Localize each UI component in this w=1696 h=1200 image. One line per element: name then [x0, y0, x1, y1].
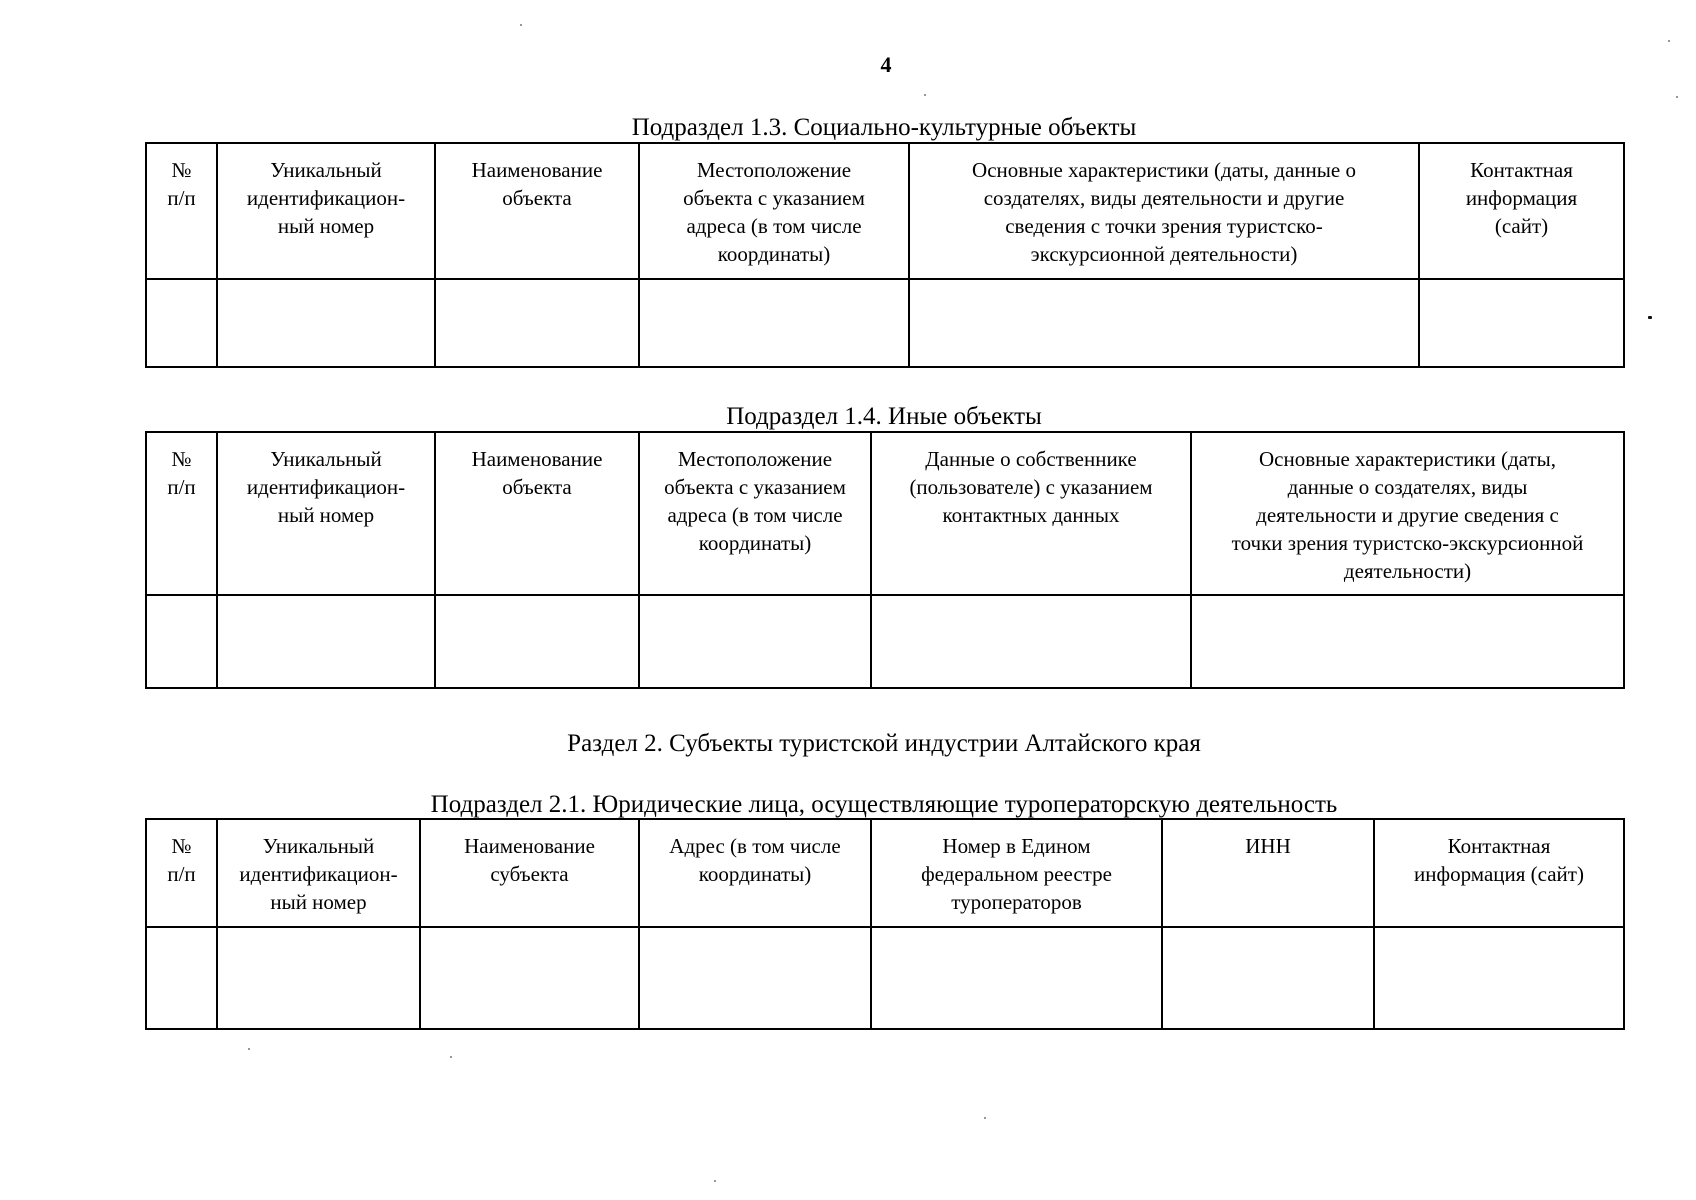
table-cell — [146, 595, 217, 688]
table-cell — [435, 279, 639, 367]
section-2-title: Раздел 2. Субъекты туристской индустрии Алтайского края — [567, 730, 1201, 757]
social-cultural-objects-table — [145, 142, 1625, 368]
column-header-registry-number: Номер в Едином федеральном реестре туроператоров — [871, 819, 1162, 927]
table-row — [146, 927, 1624, 1029]
column-header-number: № п/п — [146, 819, 217, 927]
scan-speck — [984, 1117, 986, 1119]
page-number: 4 — [880, 52, 892, 77]
scan-speck — [714, 1180, 716, 1182]
table-row — [146, 595, 1624, 688]
table-cell — [871, 595, 1191, 688]
table-cell — [217, 927, 420, 1029]
table-cell — [435, 595, 639, 688]
scan-speck — [450, 1056, 452, 1058]
column-header-object-name: Наименование объекта — [435, 143, 639, 279]
table-cell — [420, 927, 639, 1029]
table-header-row — [146, 432, 1624, 595]
table-header-row — [146, 819, 1624, 927]
scan-speck — [1676, 96, 1678, 98]
column-header-location: Местоположение объекта с указанием адреса (в том числе координаты) — [639, 432, 871, 595]
scan-speck — [1648, 316, 1652, 319]
table-cell — [871, 927, 1162, 1029]
scan-speck — [520, 24, 522, 26]
column-header-inn: ИНН — [1162, 819, 1374, 927]
column-header-unique-id: Уникальный идентификацион- ный номер — [217, 143, 435, 279]
table-cell — [217, 279, 435, 367]
column-header-number: № п/п — [146, 432, 217, 595]
subsection-1-3-title: Подраздел 1.3. Социально-культурные объекты — [631, 114, 1137, 141]
table-cell — [909, 279, 1419, 367]
column-header-unique-id: Уникальный идентификацион- ный номер — [217, 819, 420, 927]
table-row — [146, 279, 1624, 367]
tour-operators-table — [145, 818, 1625, 1030]
column-header-address: Адрес (в том числе координаты) — [639, 819, 871, 927]
table-cell — [1374, 927, 1624, 1029]
column-header-number: № п/п — [146, 143, 217, 279]
table-cell — [1419, 279, 1624, 367]
table-cell — [639, 595, 871, 688]
table-cell — [217, 595, 435, 688]
column-header-subject-name: Наименование субъекта — [420, 819, 639, 927]
table-cell — [146, 279, 217, 367]
table-cell — [639, 927, 871, 1029]
table-cell — [146, 927, 217, 1029]
table-header-row — [146, 143, 1624, 279]
column-header-owner-data: Данные о собственнике (пользователе) с указанием контактных данных — [871, 432, 1191, 595]
scan-speck — [924, 94, 926, 96]
subsection-2-1-title: Подраздел 2.1. Юридические лица, осуществляющие туроператорскую деятельность — [430, 791, 1338, 818]
subsection-1-4-title: Подраздел 1.4. Иные объекты — [726, 403, 1042, 430]
other-objects-table — [145, 431, 1625, 689]
scan-speck — [1668, 40, 1670, 42]
column-header-contact-info: Контактная информация (сайт) — [1419, 143, 1624, 279]
column-header-object-name: Наименование объекта — [435, 432, 639, 595]
column-header-main-characteristics: Основные характеристики (даты, данные о создателях, виды деятельности и другие сведения с точки зрения туристско- экскурсионной деятельности) — [909, 143, 1419, 279]
scan-speck — [248, 1048, 250, 1050]
table-cell — [1191, 595, 1624, 688]
column-header-unique-id: Уникальный идентификацион- ный номер — [217, 432, 435, 595]
table-cell — [1162, 927, 1374, 1029]
table-cell — [639, 279, 909, 367]
column-header-location: Местоположение объекта с указанием адреса (в том числе координаты) — [639, 143, 909, 279]
column-header-main-characteristics: Основные характеристики (даты, данные о создателях, виды деятельности и другие сведения с точки зрения туристско-экскурсионной деятельности) — [1191, 432, 1624, 595]
column-header-contact-info: Контактная информация (сайт) — [1374, 819, 1624, 927]
